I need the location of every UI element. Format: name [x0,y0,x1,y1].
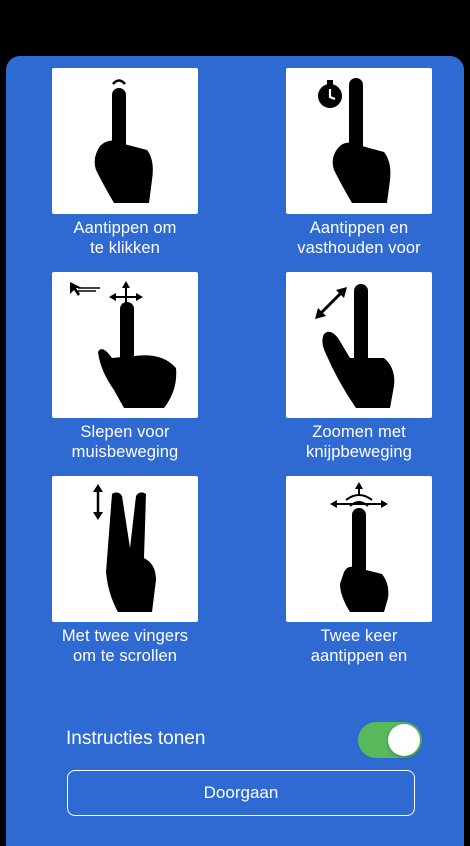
pinch-zoom-gesture-tile [286,272,432,418]
drag-gesture-caption: Slepen voor muisbeweging [71,423,179,461]
drag-gesture-tile [52,272,198,418]
toggle-knob [388,724,420,756]
show-instructions-label: Instructies tonen [66,728,206,749]
tap-gesture-tile [52,68,198,214]
double-tap-gesture-caption: Twee keer aantippen en [310,627,408,665]
tap-hold-gesture-caption: Aantippen en vasthouden voor [297,219,421,257]
gesture-instructions-sheet [6,56,464,846]
double-tap-gesture-tile [286,476,432,622]
tap-hold-gesture-tile [286,68,432,214]
pinch-zoom-gesture-caption: Zoomen met knijpbeweging [306,423,412,461]
tap-gesture-icon [52,68,198,214]
two-finger-scroll-icon [52,476,198,622]
two-finger-scroll-tile [52,476,198,622]
drag-gesture-icon [52,272,198,418]
show-instructions-toggle[interactable] [358,722,422,758]
tap-gesture-caption: Aantippen om te klikken [73,219,177,257]
tap-hold-gesture-icon [286,68,432,214]
show-instructions-row [66,720,422,760]
double-tap-gesture-icon [286,476,432,622]
pinch-zoom-gesture-icon [286,272,432,418]
continue-button[interactable]: Doorgaan [67,770,415,816]
two-finger-scroll-caption: Met twee vingers om te scrollen [61,627,189,665]
